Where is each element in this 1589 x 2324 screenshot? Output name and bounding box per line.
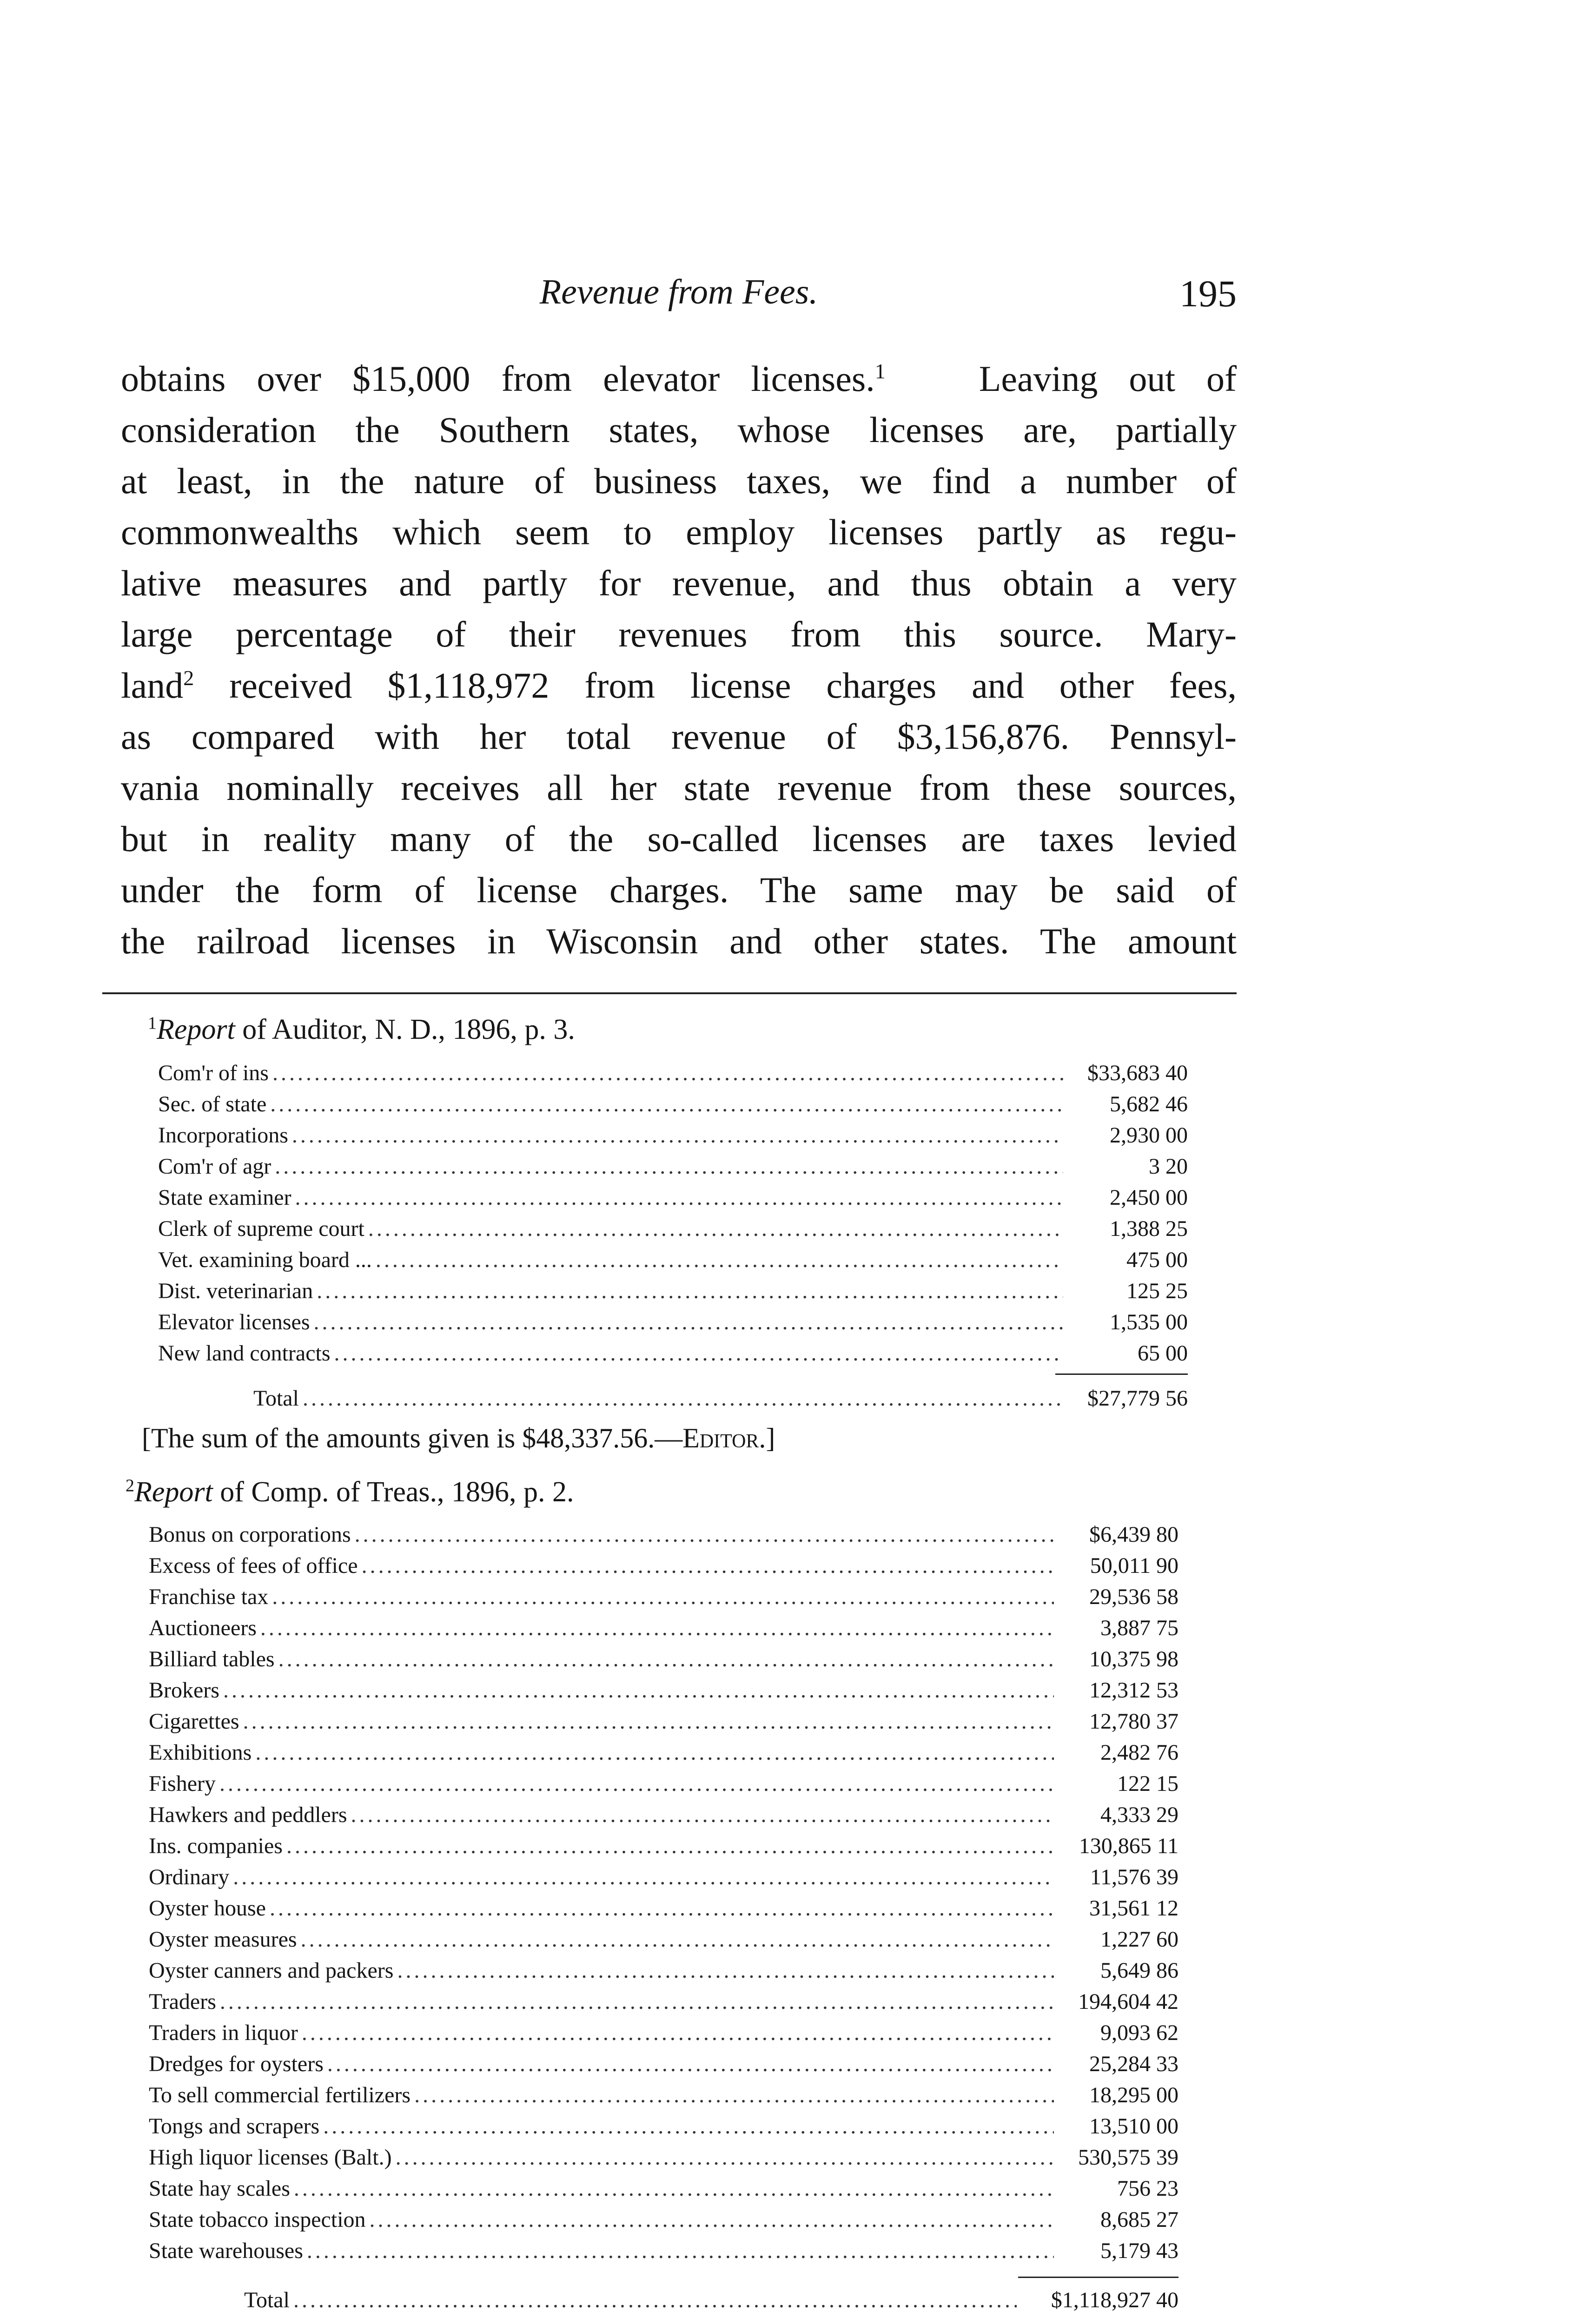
row-value: 13,510 00	[1089, 2114, 1179, 2139]
footnote-2-heading: $^2$Report of Comp. of Treas., 1896, p. 2.	[126, 1476, 574, 1508]
body-line: but in reality many of the so-called licenses are taxes levied	[121, 819, 1237, 859]
leader-dots	[292, 1120, 1063, 1151]
row-value: 5,682 46	[1110, 1092, 1188, 1116]
row-label: Auctioneers	[149, 1616, 257, 1640]
row-label: Bonus on corporations	[149, 1522, 351, 1547]
row-value: 31,561 12	[1089, 1896, 1179, 1921]
table-row	[149, 2204, 1179, 2235]
leader-dots	[327, 2048, 1054, 2080]
leader-dots	[307, 2235, 1054, 2266]
leader-dots	[255, 1737, 1054, 1768]
table-row	[149, 2080, 1179, 2111]
leader-dots	[368, 1213, 1063, 1244]
row-label: Oyster measures	[149, 1927, 297, 1952]
row-label: Oyster canners and packers	[149, 1958, 394, 1983]
row-label: Franchise tax	[149, 1585, 269, 1609]
row-value: 3 20	[1149, 1154, 1188, 1179]
table-row	[149, 1581, 1179, 1612]
row-value: 3,887 75	[1100, 1616, 1179, 1640]
row-label: New land contracts	[158, 1341, 331, 1366]
table-row	[149, 2017, 1179, 2048]
row-label: Brokers	[149, 1678, 219, 1703]
row-label: Oyster house	[149, 1896, 266, 1921]
body-line: vania nominally receives all her state revenue from these sources,	[121, 767, 1237, 808]
table-row	[149, 2173, 1179, 2204]
row-value: $6,439 80	[1089, 1522, 1179, 1547]
table-row	[158, 1338, 1188, 1369]
leader-dots	[219, 1768, 1054, 1799]
leader-dots	[362, 1550, 1054, 1581]
row-label: Incorporations	[158, 1123, 288, 1148]
editor-note: [The sum of the amounts given is $48,337.56.—Editor.]	[142, 1423, 775, 1453]
row-value: 50,011 90	[1090, 1553, 1179, 1578]
body-line: as compared with her total revenue of $3,156,876. Pennsyl-	[121, 716, 1237, 757]
row-value: 475 00	[1126, 1248, 1188, 1272]
leader-dots	[295, 1182, 1063, 1213]
table-row	[158, 1275, 1188, 1307]
row-label: Clerk of supreme court	[158, 1216, 364, 1241]
leader-dots	[272, 1581, 1054, 1612]
leader-dots	[370, 2204, 1054, 2235]
running-title: Revenue from Fees.	[539, 272, 818, 311]
row-value: 5,649 86	[1100, 1958, 1179, 1983]
row-label: Exhibitions	[149, 1740, 252, 1765]
row-value: 5,179 43	[1100, 2238, 1179, 2263]
leader-dots	[302, 2017, 1054, 2048]
row-value: 125 25	[1126, 1279, 1188, 1303]
row-label: Billiard tables	[149, 1647, 275, 1671]
row-label: Tongs and scrapers	[149, 2114, 320, 2139]
leader-dots	[270, 1893, 1054, 1924]
body-line: consideration the Southern states, whose licenses are, partially	[121, 409, 1237, 450]
table-row	[149, 1986, 1179, 2017]
row-value: 18,295 00	[1089, 2083, 1179, 2107]
leader-dots	[286, 1830, 1054, 1862]
table-row	[149, 1519, 1179, 1550]
row-label: State tobacco inspection	[149, 2207, 366, 2232]
table-row	[149, 1799, 1179, 1830]
row-label: Excess of fees of office	[149, 1553, 358, 1578]
table-row	[149, 2235, 1179, 2266]
table-row	[149, 1737, 1179, 1768]
table-row	[158, 1244, 1188, 1275]
row-label: Fishery	[149, 1771, 216, 1796]
leader-dots	[314, 1307, 1063, 1338]
row-label: Vet. examining board ...	[158, 1248, 372, 1272]
leader-dots	[355, 1519, 1054, 1550]
row-label: High liquor licenses (Balt.)	[149, 2145, 392, 2170]
leader-dots	[414, 2080, 1054, 2111]
body-line: large percentage of their revenues from this source. Mary-	[121, 614, 1237, 654]
total-row: Total ..... $27,779 56	[158, 1383, 1188, 1414]
leader-dots	[301, 1924, 1054, 1955]
row-value: 1,388 25	[1110, 1216, 1188, 1241]
footnote-divider	[102, 992, 1237, 994]
leader-dots	[270, 1089, 1063, 1120]
row-label: Sec. of state	[158, 1092, 267, 1116]
table-row	[149, 1862, 1179, 1893]
footnote-ref-2: 2	[183, 666, 194, 690]
row-value: 12,780 37	[1089, 1709, 1179, 1734]
row-value: 756 23	[1117, 2176, 1179, 2201]
sum-rule	[1018, 2277, 1179, 2278]
row-value: 25,284 33	[1089, 2052, 1179, 2076]
leader-dots	[243, 1706, 1054, 1737]
table-row	[149, 2111, 1179, 2142]
table-row	[149, 2048, 1179, 2080]
row-value: 2,482 76	[1100, 1740, 1179, 1765]
row-value: 9,093 62	[1100, 2020, 1179, 2045]
leader-dots	[223, 1675, 1054, 1706]
body-line: the railroad licenses in Wisconsin and other states. The amount	[121, 921, 1237, 961]
row-label: Dredges for oysters	[149, 2052, 324, 2076]
table-row	[149, 1612, 1179, 1644]
leader-dots	[260, 1612, 1054, 1644]
row-value: 122 15	[1117, 1771, 1179, 1796]
leader-dots	[317, 1275, 1063, 1307]
footnote-ref-1: 1	[874, 359, 886, 383]
row-value: 2,930 00	[1110, 1123, 1188, 1148]
body-line: obtains over $15,000 from elevator licenses.$^1$ Leaving out of	[121, 358, 1237, 399]
table-row	[149, 1924, 1179, 1955]
row-value: 29,536 58	[1089, 1585, 1179, 1609]
row-value: 11,576 39	[1090, 1865, 1179, 1889]
table-row	[149, 1644, 1179, 1675]
row-label: Traders in liquor	[149, 2020, 298, 2045]
body-line: commonwealths which seem to employ licenses partly as regu-	[121, 512, 1237, 552]
leader-dots	[396, 2142, 1054, 2173]
row-value: 10,375 98	[1089, 1647, 1179, 1671]
row-label: Com'r of agr	[158, 1154, 271, 1179]
table-row	[158, 1089, 1188, 1120]
row-label: Hawkers and peddlers	[149, 1802, 347, 1827]
row-value: 8,685 27	[1100, 2207, 1179, 2232]
leader-dots	[294, 2173, 1054, 2204]
total-row: Total ..... $1,118,927 40	[149, 2284, 1179, 2316]
body-line: at least, in the nature of business taxes, we find a number of	[121, 461, 1237, 501]
body-line: under the form of license charges. The same may be said of	[121, 870, 1237, 910]
table-row	[158, 1120, 1188, 1151]
row-label: Elevator licenses	[158, 1310, 310, 1334]
leader-dots	[233, 1862, 1054, 1893]
table-row	[149, 1893, 1179, 1924]
leader-dots	[272, 1057, 1063, 1089]
leader-dots	[397, 1955, 1054, 1986]
sum-rule	[1055, 1373, 1188, 1375]
row-value: 12,312 53	[1089, 1678, 1179, 1703]
row-value: 194,604 42	[1078, 1989, 1179, 2014]
row-label: Traders	[149, 1989, 216, 2014]
table-row	[158, 1182, 1188, 1213]
leader-dots	[334, 1338, 1063, 1369]
table-row	[149, 1830, 1179, 1862]
row-value: 530,575 39	[1078, 2145, 1179, 2170]
table-row	[158, 1057, 1188, 1089]
row-label: Dist. veterinarian	[158, 1279, 313, 1303]
row-value: 2,450 00	[1110, 1185, 1188, 1210]
leader-dots	[220, 1986, 1054, 2017]
running-header	[121, 272, 1237, 314]
leader-dots	[323, 2111, 1054, 2142]
row-label: To sell commercial fertilizers	[149, 2083, 411, 2107]
row-label: Com'r of ins	[158, 1061, 269, 1085]
table-row	[149, 1955, 1179, 1986]
leader-dots	[278, 1644, 1054, 1675]
row-label: Ins. companies	[149, 1834, 283, 1858]
row-label: Ordinary	[149, 1865, 230, 1889]
table-row	[158, 1307, 1188, 1338]
table-row	[158, 1213, 1188, 1244]
leader-dots	[275, 1151, 1063, 1182]
table-row	[149, 1706, 1179, 1737]
table-row	[149, 1550, 1179, 1581]
leader-dots	[376, 1244, 1063, 1275]
row-value: 1,227 60	[1100, 1927, 1179, 1952]
row-label: State examiner	[158, 1185, 291, 1210]
row-value: 65 00	[1138, 1341, 1188, 1366]
row-label: Cigarettes	[149, 1709, 239, 1734]
footnote-1-heading: $^1$Report of Auditor, N. D., 1896, p. 3.	[148, 1013, 575, 1045]
body-text	[121, 353, 1237, 967]
row-value: $33,683 40	[1087, 1061, 1188, 1085]
row-value: 4,333 29	[1100, 1802, 1179, 1827]
table-row	[149, 1675, 1179, 1706]
table-row	[158, 1151, 1188, 1182]
page-number: 195	[1179, 272, 1237, 315]
body-line: land$^2$ received $1,118,972 from license charges and other fees,	[121, 665, 1237, 706]
table-row	[149, 2142, 1179, 2173]
row-label: State warehouses	[149, 2238, 303, 2263]
row-label: State hay scales	[149, 2176, 290, 2201]
row-value: 1,535 00	[1110, 1310, 1188, 1334]
body-line: lative measures and partly for revenue, and thus obtain a very	[121, 563, 1237, 603]
row-value: 130,865 11	[1079, 1834, 1179, 1858]
leader-dots	[351, 1799, 1054, 1830]
table-row	[149, 1768, 1179, 1799]
